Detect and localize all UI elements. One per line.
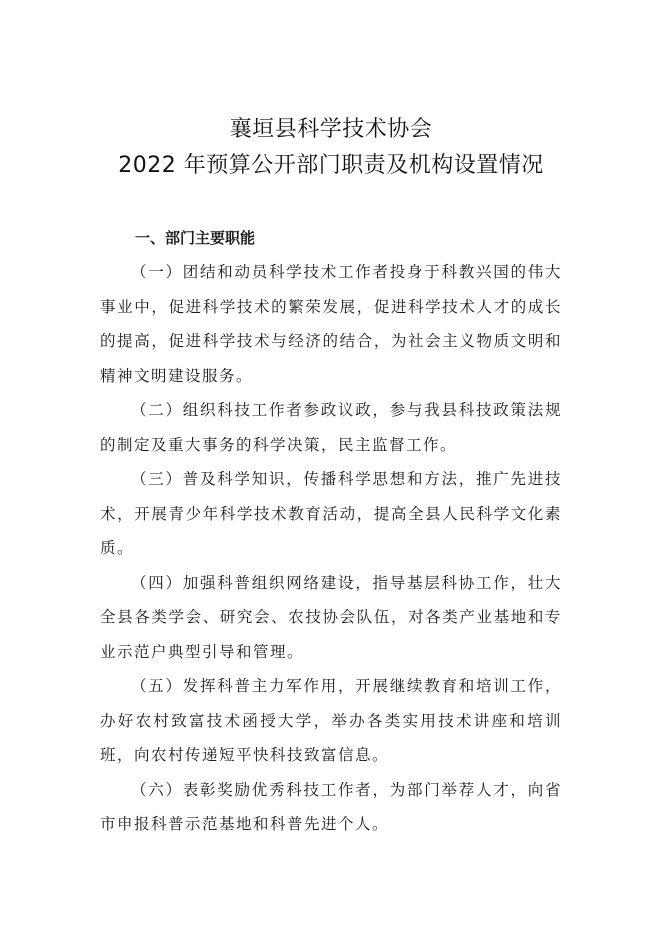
paragraph-function-5: （五）发挥科普主力军作用，开展继续教育和培训工作，办好农村致富技术函授大学，举办各类实用技术讲座和培训班，向农村传递短平快科技致富信息。 (100, 677, 562, 764)
document-title (0, 112, 662, 184)
paragraph-function-2: （二）组织科技工作者参政议政，参与我县科技政策法规的制定及重大事务的科学决策，民主监督工作。 (100, 401, 562, 454)
title-line-organization: 襄垣县科学技术协会 (229, 117, 433, 142)
paragraph-function-1: （一）团结和动员科学技术工作者投身于科教兴国的伟大事业中，促进科学技术的繁荣发展，促进科学技术人才的成长的提高，促进科学技术与经济的结合，为社会主义物质文明和精神文明建设服务。 (100, 263, 562, 385)
paragraph-function-3: （三）普及科学知识，传播科学思想和方法，推广先进技术，开展青少年科学技术教育活动，提高全县人民科学文化素质。 (100, 470, 562, 557)
document-body (100, 222, 562, 842)
paragraph-function-6: （六）表彰奖励优秀科技工作者，为部门举荐人才，向省市申报科普示范基地和科普先进个人。 (100, 780, 562, 833)
paragraph-function-4: （四）加强科普组织网络建设，指导基层科协工作，壮大全县各类学会、研究会、农技协会队伍，对各类产业基地和专业示范户典型引导和管理。 (100, 573, 562, 661)
section-heading-main-functions: 一、部门主要职能 (135, 229, 256, 247)
title-line-subject: 2022 年预算公开部门职责及机构设置情况 (118, 153, 544, 178)
